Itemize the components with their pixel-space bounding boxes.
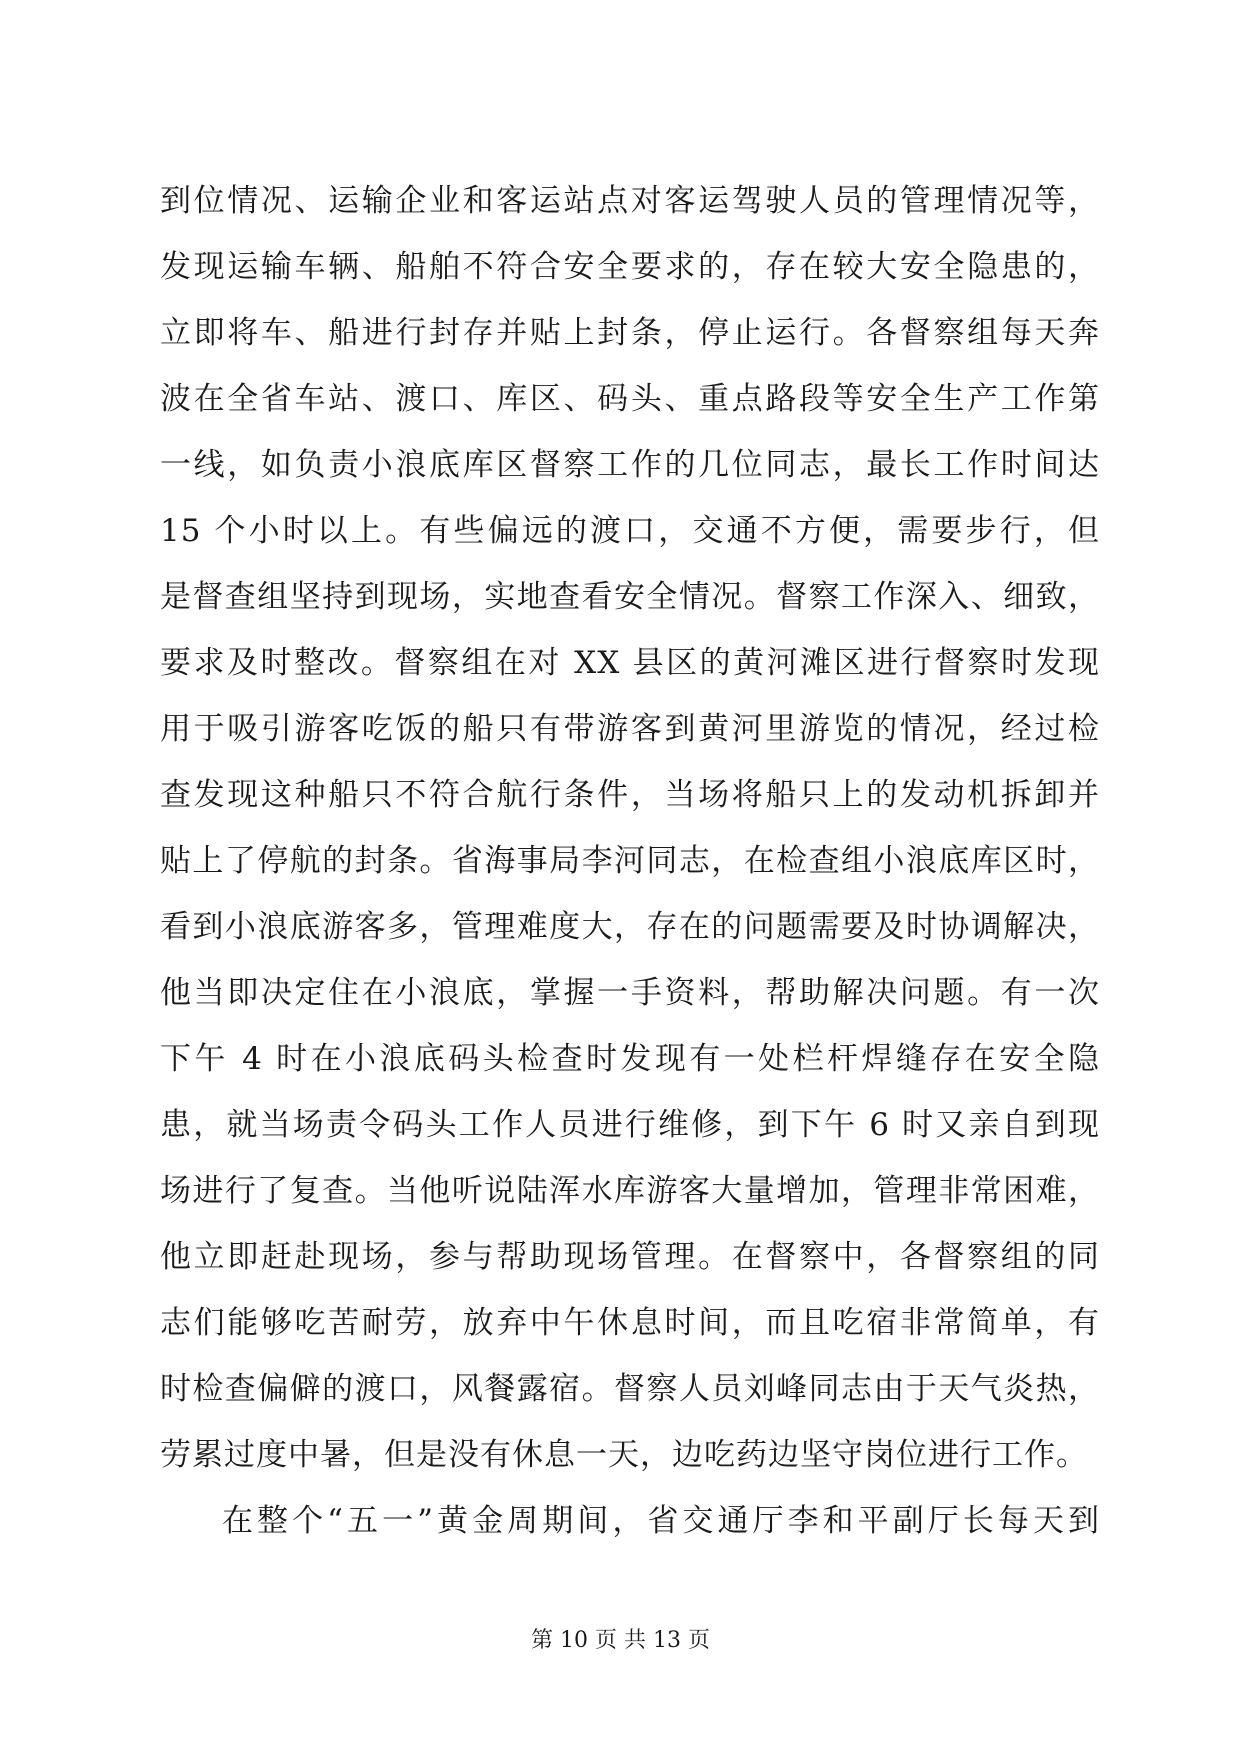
paragraph-first-line: 在整个“五一”黄金周期间，省交通厅李和平副厅长每天到 xyxy=(222,1503,1100,1539)
text-line: 一线，如负责小浪底库区督察工作的几位同志，最长工作时间达 xyxy=(160,447,1100,483)
text-line: 志们能够吃苦耐劳，放弃中午休息时间，而且吃宿非常简单，有 xyxy=(160,1305,1100,1341)
text-line: 他立即赶赴现场，参与帮助现场管理。在督察中，各督察组的同 xyxy=(160,1239,1100,1275)
text-line: 波在全省车站、渡口、库区、码头、重点路段等安全生产工作第 xyxy=(160,381,1100,417)
text-line: 看到小浪底游客多，管理难度大，存在的问题需要及时协调解决， xyxy=(160,909,1100,945)
text-line: 查发现这种船只不符合航行条件，当场将船只上的发动机拆卸并 xyxy=(160,777,1100,813)
body-text xyxy=(160,168,1100,1554)
text-line: 患，就当场责令码头工作人员进行维修，到下午 6 时又亲自到现 xyxy=(160,1107,1100,1143)
text-line: 他当即决定住在小浪底，掌握一手资料，帮助解决问题。有一次 xyxy=(160,975,1100,1011)
text-line: 15 个小时以上。有些偏远的渡口，交通不方便，需要步行，但 xyxy=(160,513,1100,549)
text-line: 用于吸引游客吃饭的船只有带游客到黄河里游览的情况，经过检 xyxy=(160,711,1100,747)
text-line: 下午 4 时在小浪底码头检查时发现有一处栏杆焊缝存在安全隐 xyxy=(160,1041,1100,1077)
text-line: 立即将车、船进行封存并贴上封条，停止运行。各督察组每天奔 xyxy=(160,315,1100,351)
text-line: 场进行了复查。当他听说陆浑水库游客大量增加，管理非常困难， xyxy=(160,1173,1100,1209)
text-line: 贴上了停航的封条。省海事局李河同志，在检查组小浪底库区时， xyxy=(160,843,1100,879)
text-line: 劳累过度中暑，但是没有休息一天，边吃药边坚守岗位进行工作。 xyxy=(160,1437,1088,1473)
page-number-footer: 第 10 页 共 13 页 xyxy=(531,1628,710,1653)
text-line: 到位情况、运输企业和客运站点对客运驾驶人员的管理情况等， xyxy=(160,183,1100,219)
text-line: 是督查组坚持到现场，实地查看安全情况。督察工作深入、细致， xyxy=(160,579,1100,615)
text-line: 时检查偏僻的渡口，风餐露宿。督察人员刘峰同志由于天气炎热， xyxy=(160,1371,1100,1407)
text-line: 发现运输车辆、船舶不符合安全要求的，存在较大安全隐患的， xyxy=(160,249,1100,285)
text-line: 要求及时整改。督察组在对 XX 县区的黄河滩区进行督察时发现 xyxy=(160,645,1100,681)
